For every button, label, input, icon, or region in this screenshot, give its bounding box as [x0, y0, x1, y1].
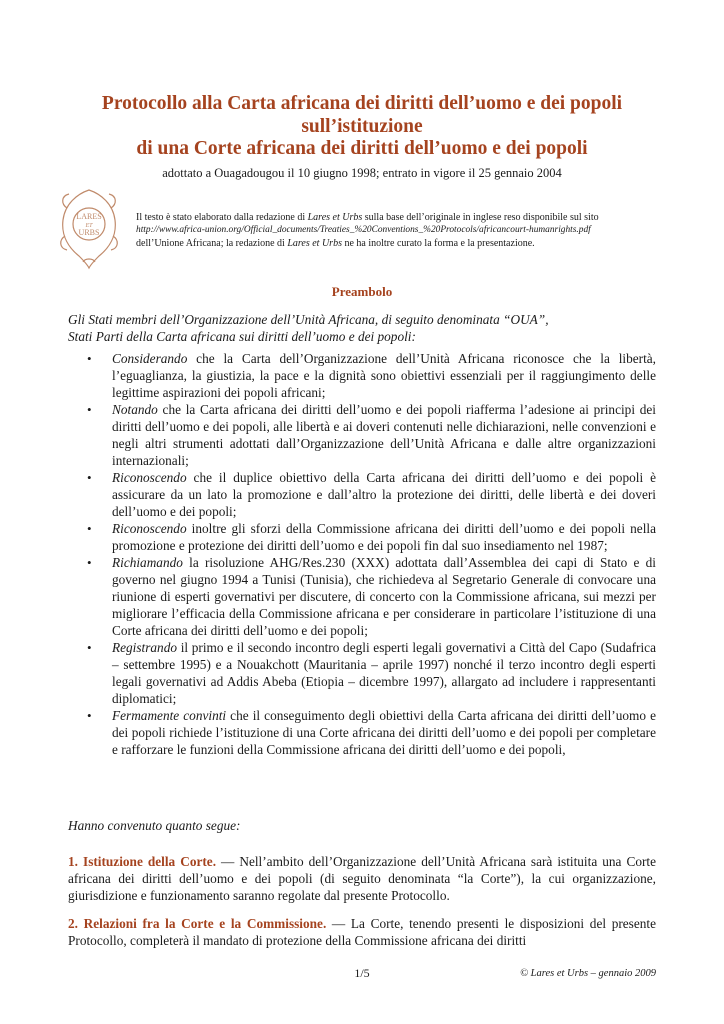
source-url-link[interactable]: http://www.africa-union.org/Official_documents/Treaties_%20Conventions_%20Protocols/africancourt-humanrights.pdf: [136, 225, 591, 236]
article-text: — La Corte, tenendo presenti le disposizioni del presente Protocollo, completerà il mandato di protezione della Commissione africana dei diritti: [68, 916, 656, 948]
bullet-text: che il conseguimento degli obiettivi della Carta africana dei diritti dell’uomo e dei popoli richiede l’istituzione di una Corte africana dei diritti dell’uomo e dei popoli per completare e rafforzare le funzioni della Commissione africana dei diritti dell’uomo e dei popoli,: [112, 708, 656, 757]
article-2: [68, 915, 656, 949]
bullet-lead: Riconoscendo: [112, 521, 187, 536]
bullet-lead: Notando: [112, 402, 158, 417]
bullet-icon: •: [87, 708, 92, 723]
note-text: Il testo è stato elaborato dalla redazione di: [136, 212, 308, 223]
publisher-name: Lares et Urbs: [307, 212, 363, 223]
bullet-icon: •: [87, 640, 92, 655]
seal-text-bottom: URBS: [78, 228, 100, 237]
bullet-icon: •: [87, 470, 92, 485]
bullet-lead: Riconoscendo: [112, 470, 187, 485]
preamble-list: [68, 350, 656, 758]
bullet-icon: •: [87, 402, 92, 417]
list-item: [68, 554, 656, 639]
seal-text-top: LARES: [76, 212, 102, 221]
document-title: [40, 93, 684, 161]
list-item: [68, 350, 656, 401]
bullet-lead: Considerando: [112, 351, 188, 366]
article-title: Istituzione della Corte.: [83, 854, 217, 869]
editorial-note: [136, 211, 676, 251]
bullet-text: che la Carta africana dei diritti dell’uomo e dei popoli riafferma l’adesione ai principi dei diritti dell’uomo e dei popoli, alle libertà e ai doveri contenuti nelle dichiarazioni, nelle convenzioni e negli altri strumenti adottati dall’Organizzazione dell’Unità Africana e dalle altre organizzazioni internazionali;: [112, 402, 656, 468]
publisher-name: Lares et Urbs: [287, 238, 342, 250]
intro-line: Gli Stati membri dell’Organizzazione dell’Unità Africana, di seguito denominata “OUA”,: [68, 312, 549, 327]
preamble-intro: [68, 311, 668, 345]
intro-line: Stati Parti della Carta africana sui diritti dell’uomo e dei popoli:: [68, 329, 416, 344]
list-item: [68, 469, 656, 520]
preamble-heading: Preambolo: [331, 284, 393, 299]
bullet-lead: Fermamente convinti: [112, 708, 227, 723]
agreement-statement: Hanno convenuto quanto segue:: [68, 818, 241, 833]
title-line-3: di una Corte africana dei diritti dell’uomo e dei popoli: [136, 138, 588, 159]
article-number: 2.: [68, 916, 78, 931]
bullet-text: che il duplice obiettivo della Carta africana dei diritti dell’uomo e dei popoli è assicurare da un lato la promozione e dall’altro la protezione dei diritti, delle libertà e dei doveri dell’uomo e dei popoli;: [112, 470, 656, 519]
copyright-note: © Lares et Urbs – gennaio 2009: [520, 968, 656, 979]
lares-et-urbs-seal-icon: [57, 186, 121, 270]
bullet-lead: Registrando: [112, 640, 178, 655]
bullet-icon: •: [87, 351, 92, 366]
bullet-icon: •: [87, 521, 92, 536]
bullet-text: il primo e il secondo incontro degli esperti legali governativi a Città del Capo (Sudafrica – settembre 1995) e a Nouakchott (Mauritania – aprile 1997) nonché il terzo incontro degli esperti legali governativi ad Addis Abeba (Etiopia – dicembre 1997), allargato ad includere i rappresentanti diplomatici;: [112, 640, 656, 706]
list-item: [68, 707, 656, 758]
note-text: ne ha inoltre curato la forma e la presentazione.: [341, 238, 535, 250]
article-title: Relazioni fra la Corte e la Commissione.: [83, 916, 327, 931]
bullet-text: che la Carta dell’Organizzazione dell’Unità Africana riconosce che la libertà, l’eguaglianza, la giustizia, la pace e la dignità sono obiettivi essenziali per il raggiungimento delle legittime aspirazioni dei popoli africani;: [112, 351, 656, 400]
note-text: dell’Unione Africana; la redazione di: [136, 238, 288, 250]
list-item: [68, 639, 656, 707]
page-number: 1/5: [354, 966, 370, 980]
article-number: 1.: [68, 854, 78, 869]
bullet-icon: •: [87, 555, 92, 570]
seal-text-mid: ET: [85, 223, 93, 229]
title-line-2: sull’istituzione: [301, 115, 423, 137]
adoption-subtitle: adottato a Ouagadougou il 10 giugno 1998; entrato in vigore il 25 gennaio 2004: [162, 166, 562, 180]
bullet-lead: Richiamando: [112, 555, 183, 570]
list-item: [68, 520, 656, 554]
bullet-text: la risoluzione AHG/Res.230 (XXX) adottata dall’Assemblea dei capi di Stato e di governo nel giugno 1994 a Tunisi (Tunisia), che richiedeva al Segretario Generale di convocare una riunione di esperti governativi per discutere, di concerto con la Commissione africana, sui mezzi per migliorare l’efficacia della Commissione africana e per considerare in particolare l’istituzione di una Corte africana dei diritti dell’uomo e dei popoli;: [112, 555, 656, 638]
bullet-text: inoltre gli sforzi della Commissione africana dei diritti dell’uomo e dei popoli nella promozione e protezione dei diritti dell’uomo e dei popoli fin dal suo insediamento nel 1987;: [112, 521, 656, 553]
article-text: — Nell’ambito dell’Organizzazione dell’Unità Africana sarà istituita una Corte africana dei diritti dell’uomo e dei popoli (di seguito denominata “la Corte”), la cui organizzazione, giurisdizione e funzionamento saranno regolate dal presente Protocollo.: [68, 854, 656, 903]
list-item: [68, 401, 656, 469]
title-line-1: Protocollo alla Carta africana dei diritti dell’uomo e dei popoli: [101, 93, 623, 114]
note-text: sulla base dell’originale in inglese reso disponibile sul sito: [362, 212, 599, 223]
article-1: [68, 853, 656, 904]
